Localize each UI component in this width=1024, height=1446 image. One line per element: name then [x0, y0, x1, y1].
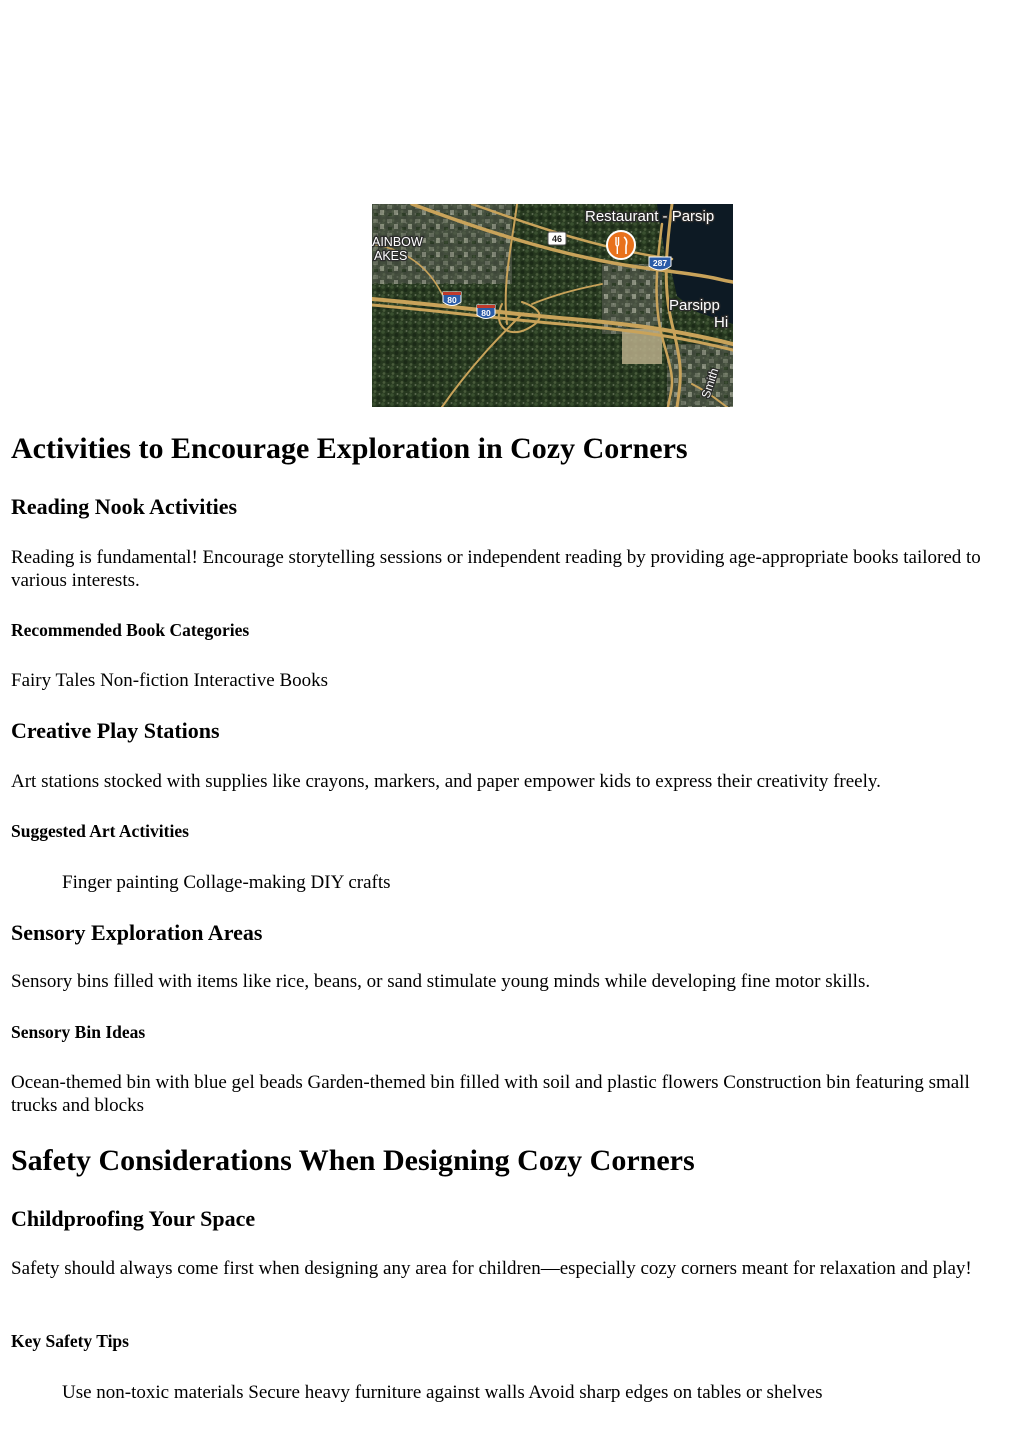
subheading-book-categories: Recommended Book Categories — [11, 620, 250, 640]
paragraph-sensory: Sensory bins filled with items like rice, beans, or sand stimulate young minds while developing fine motor skills. — [11, 971, 871, 992]
map-label-hills: Hi — [714, 314, 729, 331]
list-safety-tips: Use non-toxic materials Secure heavy furniture against walls Avoid sharp edges on tables or shelves — [62, 1382, 823, 1403]
map-label-parsippany: Parsipp — [669, 297, 720, 314]
subheading-safety-tips: Key Safety Tips — [11, 1331, 129, 1351]
section-title-safety: Safety Considerations When Designing Cozy Corners — [11, 1144, 695, 1177]
map-label-lakes: AKES — [374, 249, 408, 263]
restaurant-pin-icon[interactable] — [607, 231, 635, 259]
list-book-categories: Fairy Tales Non-fiction Interactive Books — [11, 670, 329, 691]
paragraph-reading: Reading is fundamental! Encourage storytelling sessions or independent reading by providing age-appropriate books tailored to various interests. — [11, 547, 981, 591]
subheading-art-activities: Suggested Art Activities — [11, 821, 189, 841]
svg-text:287: 287 — [652, 258, 668, 268]
section-title-activities: Activities to Encourage Exploration in Cozy Corners — [11, 432, 688, 465]
svg-text:80: 80 — [447, 295, 457, 305]
map-label-smith: Smith — [698, 366, 722, 400]
subheading-sensory-bin-ideas: Sensory Bin Ideas — [11, 1022, 146, 1042]
map-graphic — [372, 204, 733, 407]
paragraph-childproofing: Safety should always come first when designing any area for children—especially cozy corners meant for relaxation and play! — [11, 1258, 972, 1279]
heading-reading-nook: Reading Nook Activities — [11, 494, 238, 519]
map-label-restaurant: Restaurant - Parsip — [585, 208, 715, 225]
route-80-shield-icon — [477, 305, 495, 319]
satellite-map-image — [372, 204, 733, 407]
map-label-rainbow: AINBOW — [372, 235, 423, 249]
route-46-shield-icon — [548, 232, 566, 245]
svg-text:46: 46 — [551, 234, 563, 244]
route-287-shield-icon — [649, 257, 671, 270]
svg-text:80: 80 — [481, 308, 491, 318]
heading-sensory-areas: Sensory Exploration Areas — [11, 920, 263, 945]
heading-childproofing: Childproofing Your Space — [11, 1206, 256, 1231]
paragraph-creative: Art stations stocked with supplies like crayons, markers, and paper empower kids to express their creativity freely. — [11, 771, 881, 792]
heading-creative-play: Creative Play Stations — [11, 718, 220, 743]
route-80-shield-icon — [443, 292, 461, 306]
list-sensory-bin-ideas: Ocean-themed bin with blue gel beads Garden-themed bin filled with soil and plastic flowers Construction bin featuring small trucks and blocks — [11, 1072, 970, 1116]
list-art-activities: Finger painting Collage-making DIY crafts — [62, 872, 391, 893]
